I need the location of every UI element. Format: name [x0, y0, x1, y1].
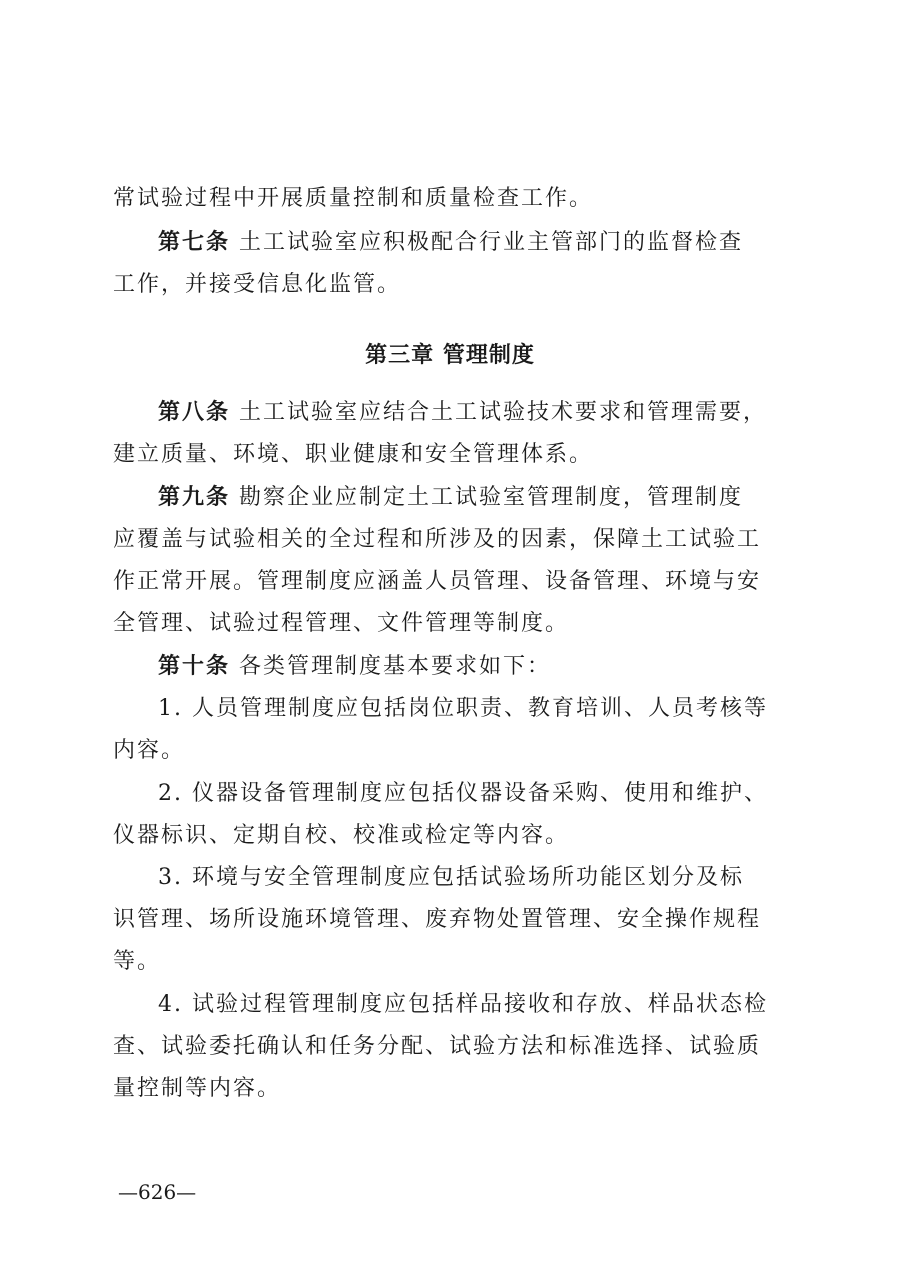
line-text: 1. 人员管理制度应包括岗位职责、教育培训、人员考核等: [158, 696, 768, 721]
line-text: 土工试验室应结合土工试验技术要求和管理需要，: [239, 400, 768, 425]
list-item-line: [158, 694, 768, 724]
line-text: 全管理、试验过程管理、文件管理等制度。: [113, 611, 570, 636]
line-text: 内容。: [113, 738, 186, 763]
line-text: 等。: [113, 949, 162, 974]
paragraph-line: [113, 567, 761, 597]
paragraph-line: [113, 905, 761, 935]
article-9-heading-line: [158, 483, 743, 513]
paragraph-line: [113, 609, 569, 639]
line-text: 勘察企业应制定土工试验室管理制度，管理制度: [239, 485, 744, 510]
article-label: 第七条: [158, 230, 231, 255]
line-text: 常试验过程中开展质量控制和质量检查工作。: [113, 186, 594, 211]
paragraph-line: [113, 1032, 761, 1062]
list-item-line: [158, 779, 768, 809]
article-8-heading-line: [158, 398, 767, 428]
line-text: 仪器标识、定期自校、校准或检定等内容。: [113, 823, 570, 848]
paragraph-line: [113, 1074, 281, 1104]
line-text: 2. 仪器设备管理制度应包括仪器设备采购、使用和维护、: [158, 781, 768, 806]
line-text: 识管理、场所设施环境管理、废弃物处置管理、安全操作规程: [113, 907, 762, 932]
line-text: 各类管理制度基本要求如下：: [239, 654, 552, 679]
line-text: 应覆盖与试验相关的全过程和所涉及的因素，保障土工试验工: [113, 527, 762, 552]
chapter-title: 第三章 管理制度: [365, 343, 535, 368]
paragraph-line: [113, 736, 185, 766]
paragraph-line: [113, 184, 593, 214]
line-text: 查、试验委托确认和任务分配、试验方法和标准选择、试验质: [113, 1034, 762, 1059]
list-item-line: [158, 990, 768, 1020]
article-label: 第九条: [158, 485, 231, 510]
paragraph-line: [113, 525, 761, 555]
article-label: 第十条: [158, 654, 231, 679]
line-text: 工作，并接受信息化监管。: [113, 272, 402, 297]
article-label: 第八条: [158, 400, 231, 425]
line-text: 建立质量、环境、职业健康和安全管理体系。: [113, 442, 594, 467]
line-text: 4. 试验过程管理制度应包括样品接收和存放、样品状态检: [158, 992, 768, 1017]
line-text: 土工试验室应积极配合行业主管部门的监督检查: [239, 230, 744, 255]
paragraph-line: [113, 270, 401, 300]
line-text: 量控制等内容。: [113, 1076, 282, 1101]
paragraph-line: [113, 440, 593, 470]
list-item-line: [158, 863, 744, 893]
page-number: —626—: [118, 1180, 197, 1204]
article-10-heading-line: [158, 652, 551, 682]
article-7-heading-line: [158, 228, 743, 258]
line-text: 作正常开展。管理制度应涵盖人员管理、设备管理、环境与安: [113, 569, 762, 594]
paragraph-line: [113, 947, 161, 977]
line-text: 3. 环境与安全管理制度应包括试验场所功能区划分及标: [158, 865, 744, 890]
paragraph-line: [113, 821, 569, 851]
